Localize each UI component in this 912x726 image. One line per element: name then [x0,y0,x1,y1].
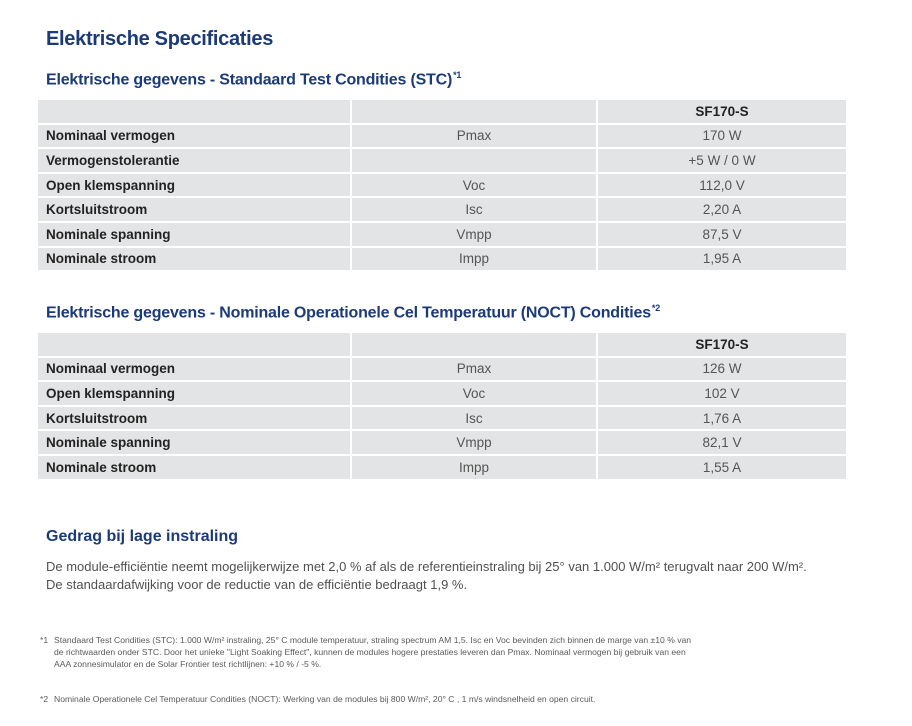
spec-label: Nominaal vermogen [38,125,352,148]
footnote-1-mark: *1 [40,635,49,645]
low-irradiance-paragraph [46,558,866,594]
spec-value: 82,1 V [598,431,846,454]
spec-row [38,149,846,172]
footnote-1-line-3: AAA zonnesimulator en de Solar Frontier test richtlijnen: +10 % / -5 %. [54,659,322,669]
spec-label: Nominale spanning [38,223,352,246]
spec-value: 170 W [598,125,846,148]
spec-row [38,198,846,221]
spec-value: +5 W / 0 W [598,149,846,172]
low-irradiance-line-1: De module-efficiëntie neemt mogelijkerwijze met 2,0 % af als de referentieinstraling bij 25° van 1.000 W/m² terugvalt naar 200 W/m². [46,559,807,574]
spec-symbol: Isc [352,407,598,430]
spec-label: Open klemspanning [38,382,352,405]
noct-footnote-mark: *2 [651,303,660,313]
page-title: Elektrische Specificaties [46,28,274,50]
footnote-1-line-2: de richtwaarden onder STC. Door het unieke "Light Soaking Effect", kunnen de modules hogere prestaties leveren dan Pmax. Nominaal vermogen bij gebruik van een [54,647,686,657]
spec-symbol: Vmpp [352,431,598,454]
spec-value: 1,95 A [598,248,846,271]
spec-symbol: Isc [352,198,598,221]
stc-title-text: Elektrische gegevens - Standaard Test Condities (STC) [46,71,453,89]
spec-row [38,456,846,479]
spec-label: Vermogenstolerantie [38,149,352,172]
stc-section-title [46,70,461,89]
spec-symbol: Impp [352,248,598,271]
spec-label: Nominaal vermogen [38,358,352,381]
noct-header-empty-symbol [352,333,598,356]
low-irradiance-line-2: De standaardafwijking voor de reductie van de efficiëntie bedraagt 1,9 %. [46,577,468,592]
spec-row [38,223,846,246]
low-irradiance-title: Gedrag bij lage instraling [46,528,239,545]
stc-footnote-mark: *1 [453,70,462,80]
spec-row [38,125,846,148]
spec-value: 87,5 V [598,223,846,246]
spec-label: Nominale stroom [38,248,352,271]
stc-header-empty-symbol [352,100,598,123]
spec-row [38,407,846,430]
stc-model-header: SF170-S [598,100,846,123]
footnote-2-mark: *2 [40,694,49,704]
spec-row [38,382,846,405]
spec-row [38,174,846,197]
noct-header-empty-label [38,333,352,356]
footnote-2-line-1: Nominale Operationele Cel Temperatuur Condities (NOCT): Werking van de modules bij 800 W/m², 20° C , 1 m/s windsnelheid en open circuit. [54,694,596,704]
spec-label: Kortsluitstroom [38,407,352,430]
spec-label: Open klemspanning [38,174,352,197]
footnote-2 [40,693,870,705]
spec-row [38,431,846,454]
spec-symbol: Voc [352,174,598,197]
spec-row [38,358,846,381]
spec-symbol [352,149,598,172]
spec-value: 102 V [598,382,846,405]
spec-value: 2,20 A [598,198,846,221]
spec-value: 112,0 V [598,174,846,197]
spec-label: Nominale stroom [38,456,352,479]
spec-value: 1,76 A [598,407,846,430]
noct-spec-table [38,331,846,481]
stc-header-row [38,100,846,123]
noct-title-text: Elektrische gegevens - Nominale Operationele Cel Temperatuur (NOCT) Condities [46,304,651,322]
spec-symbol: Pmax [352,125,598,148]
noct-model-header: SF170-S [598,333,846,356]
footnote-1-line-1: Standaard Test Condities (STC): 1.000 W/m² instraling, 25° C module temperatuur, straling spectrum AM 1,5. Isc en Voc bevinden zich binnen de marge van ±10 % van [54,635,692,645]
spec-value: 1,55 A [598,456,846,479]
noct-section-title [46,303,660,322]
spec-symbol: Impp [352,456,598,479]
spec-value: 126 W [598,358,846,381]
spec-row [38,248,846,271]
noct-header-row [38,333,846,356]
stc-header-empty-label [38,100,352,123]
spec-symbol: Vmpp [352,223,598,246]
spec-label: Nominale spanning [38,431,352,454]
spec-label: Kortsluitstroom [38,198,352,221]
stc-spec-table [38,98,846,272]
spec-symbol: Pmax [352,358,598,381]
spec-symbol: Voc [352,382,598,405]
footnote-1 [40,634,870,670]
